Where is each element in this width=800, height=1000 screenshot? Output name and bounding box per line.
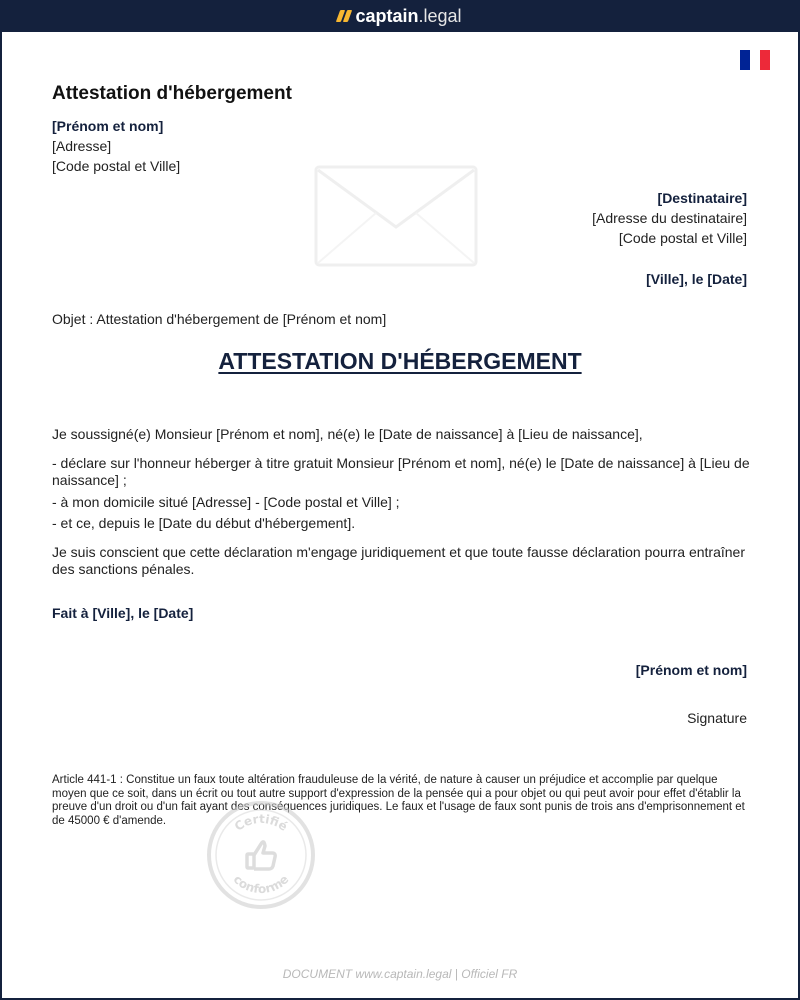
main-heading bbox=[0, 348, 800, 375]
flag-stripe-blue bbox=[740, 50, 750, 70]
brand-tld: .legal bbox=[418, 5, 462, 26]
brand-mark-icon bbox=[336, 10, 352, 22]
flag-stripe-white bbox=[750, 50, 760, 70]
subject-line: Objet : Attestation d'hébergement de [Prénom et nom] bbox=[52, 311, 387, 327]
body-item-declare: - déclare sur l'honneur héberger à titre gratuit Monsieur [Prénom et nom], né(e) le [Date de naissance] à [Lieu de naissance] ; bbox=[52, 455, 750, 488]
attestation-body bbox=[52, 426, 752, 578]
body-item-address: - à mon domicile situé [Adresse] - [Code postal et Ville] ; bbox=[52, 494, 400, 510]
signed-at: Fait à [Ville], le [Date] bbox=[52, 605, 194, 621]
recipient-block bbox=[592, 188, 747, 248]
footer-note: DOCUMENT www.captain.legal | Officiel FR bbox=[282, 967, 518, 981]
body-item-since: - et ce, depuis le [Date du début d'hébergement]. bbox=[52, 515, 356, 531]
signature-name: [Prénom et nom] bbox=[635, 662, 747, 678]
body-conclusion: Je suis conscient que cette déclaration m'engage juridiquement et que toute fausse déclaration pourra entraîner des sanctions pénales. bbox=[52, 544, 745, 577]
svg-text:conforme bbox=[231, 872, 292, 896]
brand-name: captain bbox=[355, 5, 419, 26]
certified-stamp-icon bbox=[206, 800, 316, 910]
body-intro: Je soussigné(e) Monsieur [Prénom et nom], né(e) le [Date de naissance] à [Lieu de naissance], bbox=[52, 426, 643, 442]
flag-stripe-red bbox=[760, 50, 770, 70]
document-title: Attestation d'hébergement bbox=[52, 83, 292, 104]
sender-postal-city: [Code postal et Ville] bbox=[52, 158, 181, 174]
captain-legal-logo[interactable] bbox=[338, 6, 461, 27]
stamp-text-bottom: conforme bbox=[230, 872, 292, 897]
envelope-watermark-icon bbox=[314, 165, 478, 267]
sender-name: [Prénom et nom] bbox=[52, 118, 164, 134]
recipient-address: [Adresse du destinataire] bbox=[592, 210, 747, 226]
legal-article: Article 441-1 : Constitue un faux toute altération frauduleuse de la vérité, de nature à causer un préjudice et accomplie par quelque moyen que ce soit, dans un écrit ou tout autre support d'expression de la pensée qui a pour objet ou qui peut avoir pour effet d'établir la preuve d'un droit ou d'un fait ayant des conséquences juridiques. Le faux et l'usage de faux sont punis de trois ans d'emprisonnement et de 45000 € d'amende. bbox=[52, 774, 745, 827]
recipient-postal-city: [Code postal et Ville] bbox=[618, 230, 747, 246]
header-bar bbox=[0, 0, 800, 32]
main-heading-text: ATTESTATION D'HÉBERGEMENT bbox=[218, 348, 582, 374]
recipient-name: [Destinataire] bbox=[657, 190, 747, 206]
french-flag-icon bbox=[740, 50, 770, 70]
place-date: [Ville], le [Date] bbox=[646, 271, 747, 287]
sender-address: [Adresse] bbox=[52, 138, 112, 154]
signature-label: Signature bbox=[687, 710, 747, 726]
sender-block bbox=[52, 116, 180, 176]
stamp-text-top: Certifié bbox=[231, 811, 291, 834]
